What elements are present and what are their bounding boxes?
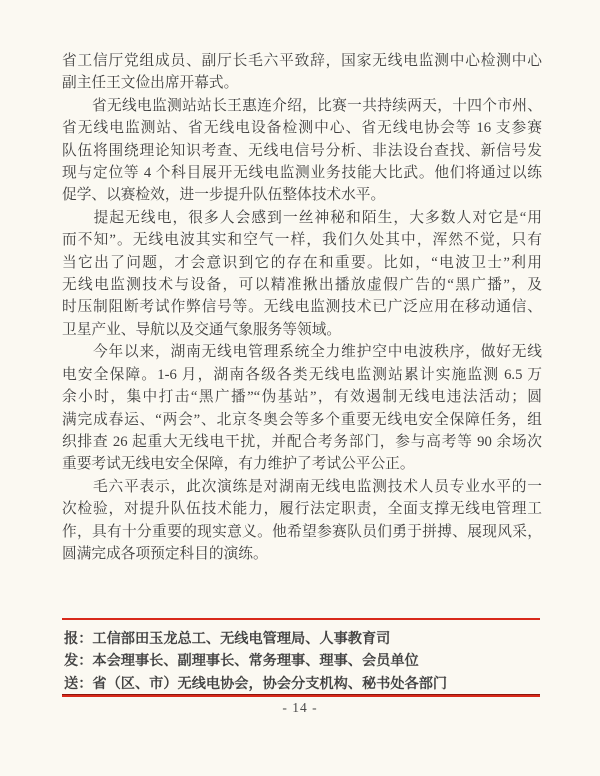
body-line: 圆满完成各项预定科目的演练。 [62,545,268,562]
body-line: 省无线电监测站站长王惠连介绍，比赛一共持续两天，十四个市州、 [62,97,542,114]
body-line: 满完成春运、“两会”、北京冬奥会等多个重要无线电安全保障任务，组 [62,411,542,428]
body-line: 省无线电监测站、省无线电设备检测中心、省无线电协会等 16 支参赛 [62,120,542,137]
body-line: 队伍将围绕理论知识考查、无线电信号分析、非法设台查找、新信号发 [62,142,542,159]
body-line: 促学、以赛检效，进一步提升队伍整体技术水平。 [62,187,386,204]
distribution-list [64,628,542,695]
body-line: 今年以来，湖南无线电管理系统全力维护空中电波秩序，做好无线 [62,344,542,361]
body-line: 副主任王文俭出席开幕式。 [62,75,239,92]
body-line: 次检验，对提升队伍技术能力，履行法定职责，全面支撑无线电管理工 [62,501,542,518]
body-line: 无线电监测技术与设备，可以精准揪出播放虚假广告的“黑广播”，及 [62,277,542,294]
body-line: 织排查 26 起重大无线电干扰，并配合考务部门，参与高考等 90 余场次 [62,433,542,450]
body-line: 而不知”。无线电波其实和空气一样，我们久处其中，浑然不觉，只有 [62,232,542,249]
body-line: 电安全保障。1-6 月，湖南各级各类无线电监测站累计实施监测 6.5 万 [62,366,542,383]
body-line: 毛六平表示，此次演练是对湖南无线电监测技术人员专业水平的一 [62,478,542,495]
body-line: 卫星产业、导航以及交通气象服务等领域。 [62,321,342,338]
paragraph [62,476,542,566]
article-body [62,50,542,565]
body-line: 余小时，集中打击“黑广播”“伪基站”，有效遏制无线电违法活动；圆 [62,389,542,406]
body-line: 当它出了问题，才会意识到它的存在和重要。比如，“电波卫士”利用 [62,254,542,271]
page-number: - 14 - [282,700,318,715]
distribution-row-song: 送：省（区、市）无线电协会，协会分支机构、秘书处各部门 [64,675,448,692]
red-separator-line-top [62,618,540,620]
body-line: 省工信厅党组成员、副厅长毛六平致辞，国家无线电监测中心检测中心 [62,53,542,69]
body-line: 现与定位等 4 个科目展开无线电监测业务技能大比武。他们将通过以练 [62,165,542,182]
red-separator-line-bottom [62,694,540,697]
distribution-row-bao: 报：工信部田玉龙总工、无线电管理局、人事教育司 [64,631,391,647]
distribution-row-fa: 发：本会理事长、副理事长、常务理事、理事、会员单位 [64,653,419,670]
paragraph [62,207,542,341]
body-line: 作，具有十分重要的现实意义。他希望参赛队员们勇于拼搏、展现风采， [62,523,542,540]
paragraph [62,341,542,475]
body-line: 重要考试无线电安全保障，有力维护了考试公平公正。 [62,456,415,473]
paragraph [62,50,542,95]
paragraph [62,95,542,207]
body-line: 提起无线电，很多人会感到一丝神秘和陌生，大多数人对它是“用 [62,209,542,226]
body-line: 时压制阻断考试作弊信号等。无线电监测技术已广泛应用在移动通信、 [62,299,542,316]
